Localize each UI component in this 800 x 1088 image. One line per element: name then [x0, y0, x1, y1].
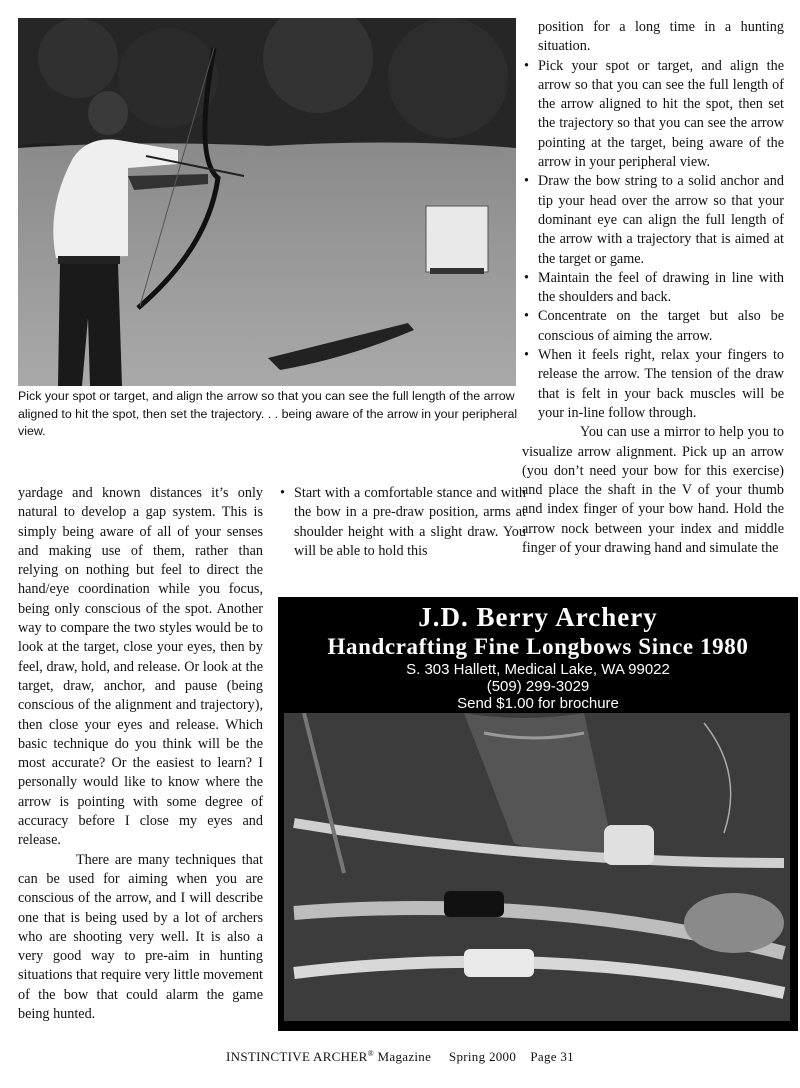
right-column	[522, 18, 784, 558]
page-footer	[0, 1046, 800, 1065]
middle-column	[278, 484, 526, 561]
longbows-photo-icon	[284, 713, 790, 1021]
ad-offer: Send $1.00 for brochure	[457, 695, 619, 712]
longbows-photo	[284, 713, 790, 1021]
left-column	[18, 484, 263, 1024]
bullet-list	[522, 57, 784, 424]
bullet-item: • Draw the bow string to a solid anchor and tip your head over the arrow so that your dominant eye can align the full length of the arrow with a trajectory that is aimed at the target or game.	[522, 172, 784, 268]
ad-phone: (509) 299-3029	[486, 678, 590, 695]
bullet-list	[278, 484, 526, 561]
photo-caption: Pick your spot or target, and align the arrow so that you can see the full length of the arrow aligned to hit the spot, then set the trajectory. . . being aware of the arrow in your peripheral view.	[18, 389, 518, 438]
bullet-item: • Concentrate on the target but also be conscious of aiming the arrow.	[522, 307, 784, 346]
paragraph: You can use a mirror to help you to visualize arrow alignment. Pick up an arrow (you don’t need your bow for this exercise) and place the shaft in the V of your thumb and index finger of your bow hand. Hold the arrow nock between your index and middle finger of your drawing hand and simulate the	[522, 424, 784, 557]
bullet-item: • Pick your spot or target, and align the arrow so that you can see the full length of the arrow aligned to hit the spot, then set the trajectory so that you can see the arrow pointing at the target, being aware of the arrow in your peripheral view.	[522, 57, 784, 173]
bullet-item: • Start with a comfortable stance and with the bow in a pre-draw position, arms at shoulder height with a slight draw. You will be able to hold this	[278, 484, 526, 561]
bullet-item: • Maintain the feel of drawing in line with the shoulders and back.	[522, 269, 784, 308]
archer-photo-icon	[18, 18, 516, 386]
advertisement	[278, 597, 798, 1031]
magazine-suffix: Magazine	[377, 1049, 432, 1065]
issue-date: Spring 2000	[448, 1049, 517, 1065]
paragraph-continuation: position for a long time in a hunting situation.	[538, 19, 784, 55]
ad-address: S. 303 Hallett, Medical Lake, WA 99022	[406, 661, 670, 678]
page-number: Page 31	[530, 1049, 574, 1065]
bullet-item: • When it feels right, relax your fingers to release the arrow. The tension of the draw that is felt in your back muscles will be your in-line follow through.	[522, 346, 784, 423]
registered-mark: ®	[367, 1049, 374, 1058]
archer-photo	[18, 18, 516, 386]
paragraph: There are many techniques that can be used for aiming when you are conscious of the arrow, and I will describe one that is being used by a lot of archers who are shooting very well. It is also a very good way to pre-aim in hunting situations that require very little movement of the bow that could alarm the game being hunted.	[18, 851, 263, 1023]
magazine-name: INSTINCTIVE ARCHER	[226, 1049, 368, 1065]
paragraph: yardage and known distances it’s only natural to develop a gap system. This is simply being aware of all of your senses and making use of them, rather than relying on nothing but feel to direct the hand/eye coordination while you focus, being only conscious of the spot. Another way to compare the two styles would be to look at the target, close your eyes, then by feel, draw, hold, and release. Or look at the target, draw, anchor, and pause (being conscious of the alignment and trajectory), then close your eyes and release. Which basic technique do you think will be the most accurate? Or the easiest to learn? I personally would like to know where the arrow is pointing with some degree of accuracy before I close my eyes and release.	[18, 485, 263, 849]
ad-tagline: Handcrafting Fine Longbows Since 1980	[327, 634, 749, 659]
ad-company-name: J.D. Berry Archery	[418, 602, 658, 632]
